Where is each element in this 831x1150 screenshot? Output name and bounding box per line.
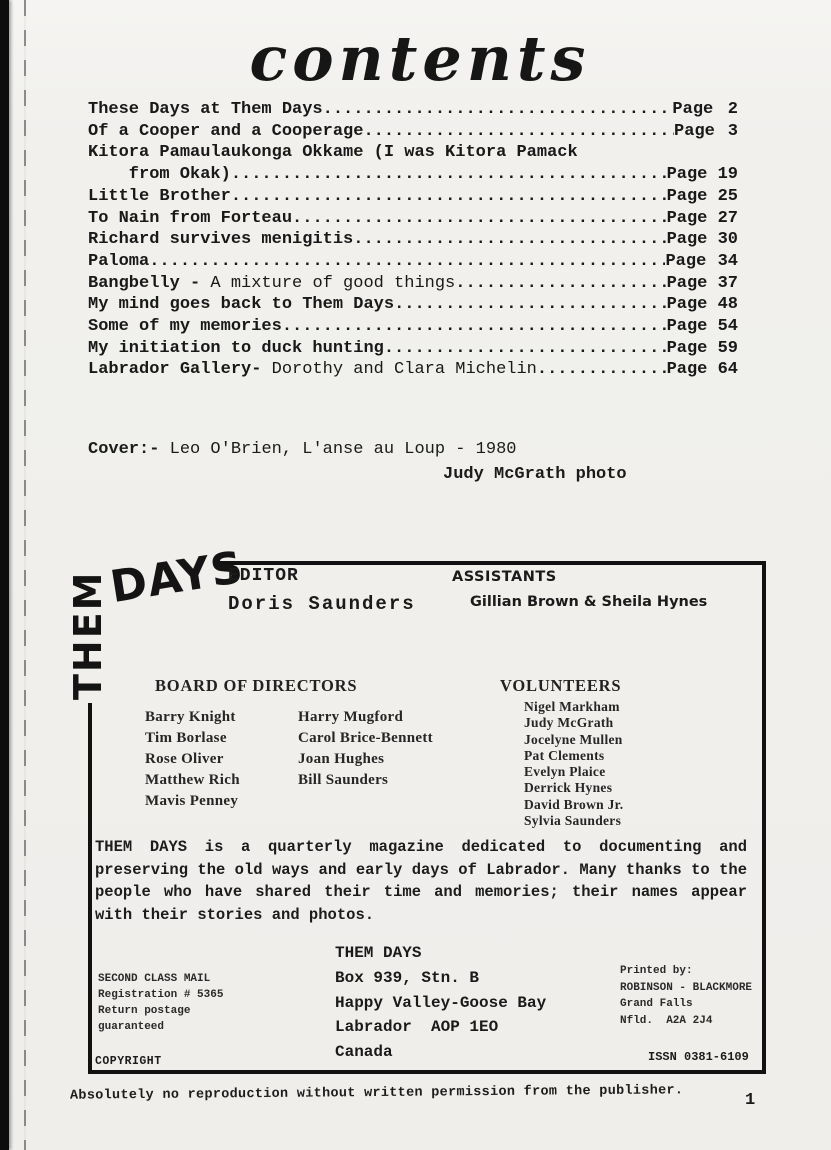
toc-page-number: 64 (717, 360, 738, 380)
mailing-line: Registration # 5365 (98, 989, 224, 1001)
board-column-2 (298, 707, 433, 791)
volunteer-name: David Brown Jr. (524, 796, 624, 812)
volunteer-name: Judy McGrath (524, 715, 614, 731)
board-of-directors-heading: BOARD OF DIRECTORS (155, 676, 358, 695)
toc-page-label: Page (665, 251, 717, 271)
about-lead: THEM DAYS (95, 838, 188, 856)
mailing-line: SECOND CLASS MAIL (98, 973, 211, 985)
toc-page-number: 25 (717, 186, 738, 206)
toc-page-number: 30 (717, 230, 738, 250)
toc-entry (88, 359, 738, 381)
toc-entry-title: My mind goes back to Them Days (88, 295, 395, 315)
toc-page-label: Page (666, 317, 718, 337)
board-member-name: Rose Oliver (145, 751, 224, 767)
table-of-contents (88, 99, 738, 381)
mailing-line: guaranteed (98, 1021, 165, 1033)
toc-entry-title: Paloma (88, 251, 150, 271)
toc-entry-title: Little Brother (88, 186, 231, 206)
toc-entry-title: Of a Cooper and a Cooperage (88, 121, 364, 141)
toc-dot-leader (455, 273, 666, 295)
toc-page-label: Page (666, 273, 718, 293)
page-title: contents (249, 22, 591, 95)
toc-entry (88, 186, 738, 208)
them-days-logo-days: DAYS (106, 541, 248, 614)
toc-page-number: 37 (717, 273, 738, 293)
editor-block (228, 566, 416, 615)
toc-page-label: Page (666, 208, 718, 228)
toc-page-label: Page (666, 360, 718, 380)
printer-line: ROBINSON - BLACKMORE (620, 981, 753, 994)
board-member-name: Barry Knight (145, 709, 236, 725)
toc-entry (88, 121, 738, 143)
page-number: 1 (745, 1091, 756, 1110)
cover-label: Cover:- (88, 440, 160, 459)
toc-page-number: 48 (717, 295, 738, 315)
toc-dot-leader (231, 164, 667, 186)
masthead-box-left-border (88, 703, 92, 1070)
board-member-name: Tim Borlase (145, 730, 227, 746)
address-line: THEM DAYS (335, 944, 422, 962)
toc-dot-leader (363, 121, 674, 143)
toc-page-label: Page (666, 186, 718, 206)
toc-dot-leader (394, 294, 667, 316)
editor-name: Doris Saunders (228, 593, 416, 615)
masthead-box-top-border (215, 561, 766, 565)
toc-page-label: Page (666, 165, 718, 185)
toc-page-number: 59 (717, 338, 738, 358)
toc-entry (88, 229, 738, 251)
toc-entry (88, 251, 738, 273)
editor-heading: EDITOR (228, 566, 299, 586)
volunteer-name: Nigel Markham (524, 699, 620, 714)
mailing-line: Return postage (98, 1005, 191, 1017)
toc-page-number: 19 (717, 165, 738, 185)
toc-page-label: Page (672, 100, 724, 119)
volunteers-heading: VOLUNTEERS (500, 676, 622, 695)
toc-entry-title: Labrador Gallery- (88, 360, 272, 380)
toc-page-number: 27 (717, 208, 738, 228)
volunteers-list (524, 699, 623, 829)
toc-page-number: 54 (717, 317, 738, 337)
board-member-name: Matthew Rich (145, 772, 240, 788)
assistants-names: Gillian Brown & Sheila Hynes (470, 594, 708, 610)
toc-entry-title: Some of my memories (88, 317, 282, 337)
printer-line: Grand Falls (620, 998, 693, 1010)
address-line: Labrador AOP 1EO (335, 1018, 499, 1037)
toc-entry (88, 142, 738, 164)
masthead-box-bottom-border (88, 1070, 766, 1074)
toc-page-number: 3 (727, 121, 738, 141)
toc-page-label: Page (674, 121, 726, 141)
toc-dot-leader (231, 186, 667, 208)
toc-entry (88, 338, 738, 360)
masthead-box-right-border (762, 561, 766, 1074)
toc-entry (88, 294, 738, 316)
issn-number: ISSN 0381-6109 (648, 1050, 749, 1064)
board-member-name: Bill Saunders (298, 772, 389, 788)
toc-entry (88, 316, 738, 338)
assistants-heading: ASSISTANTS (452, 569, 557, 585)
about-paragraph (95, 836, 747, 927)
address-line: Canada (335, 1043, 393, 1062)
toc-dot-leader (384, 338, 667, 360)
toc-entry-title: To Nain from Forteau (88, 208, 293, 228)
toc-entry-title: Bangbelly - (88, 273, 211, 293)
cover-photo-credit: Judy McGrath photo (443, 465, 627, 484)
toc-dot-leader (537, 359, 667, 381)
volunteer-name: Sylvia Saunders (524, 813, 622, 829)
toc-page-number: 2 (727, 100, 738, 119)
toc-entry (88, 208, 738, 230)
address-line: Happy Valley-Goose Bay (335, 993, 547, 1012)
copyright-label: COPYRIGHT (95, 1055, 162, 1068)
toc-dot-leader (282, 316, 667, 338)
toc-entry (88, 99, 738, 121)
toc-page-number: 34 (717, 251, 738, 271)
printer-line: Printed by: (620, 965, 693, 977)
volunteer-name: Derrick Hynes (524, 780, 613, 796)
toc-dot-leader (353, 229, 666, 251)
them-days-logo-them: THEM (66, 570, 110, 700)
toc-dot-leader (323, 99, 673, 121)
toc-entry-title: Richard survives menigitis (88, 230, 354, 250)
scan-binding-edge (0, 0, 9, 1150)
board-member-name: Harry Mugford (298, 709, 404, 725)
toc-page-label: Page (666, 230, 718, 250)
cover-credit-block (88, 437, 738, 487)
toc-dot-leader (292, 208, 667, 230)
toc-entry-title: My initiation to duck hunting (88, 338, 384, 358)
toc-entry-subtitle: A mixture of good things (210, 273, 456, 293)
address-line: Box 939, Stn. B (335, 968, 480, 987)
toc-page-label: Page (666, 338, 718, 358)
mailing-registration-block (98, 971, 223, 1035)
board-member-name: Mavis Penney (145, 793, 239, 809)
toc-entry-title: Kitora Pamaulaukonga Okkame (I was Kitora Pamack (88, 143, 578, 163)
toc-entry-title: from Okak) (128, 165, 231, 185)
scan-crease-line (24, 0, 26, 1150)
volunteer-name: Evelyn Plaice (524, 764, 606, 780)
assistants-block (452, 569, 707, 610)
reproduction-notice: Absolutely no reproduction without written permission from the publisher. (69, 1083, 684, 1104)
printer-line: Nfld. A2A 2J4 (620, 1014, 713, 1027)
toc-entry (88, 273, 738, 295)
cover-line (88, 437, 738, 462)
toc-page-label: Page (666, 295, 718, 315)
volunteer-name: Jocelyne Mullen (524, 731, 623, 747)
publisher-address-block (335, 941, 546, 1065)
toc-entry (88, 164, 738, 186)
printer-block (620, 963, 752, 1029)
toc-dot-leader (149, 251, 665, 273)
toc-entry-subtitle: Dorothy and Clara Michelin (271, 360, 537, 380)
board-member-name: Carol Brice-Bennett (298, 730, 433, 746)
toc-entry-title: These Days at Them Days (88, 100, 323, 119)
cover-text: Leo O'Brien, L'anse au Loup - 1980 (159, 440, 517, 459)
board-member-name: Joan Hughes (298, 751, 385, 767)
about-text: is a quarterly magazine dedicated to documenting and preserving the old ways and early days of Labrador. Many thanks to the people who have shared their time and memories; their names appear with their stories and photos. (95, 838, 748, 925)
volunteer-name: Pat Clements (524, 747, 605, 763)
board-column-1 (145, 707, 240, 812)
